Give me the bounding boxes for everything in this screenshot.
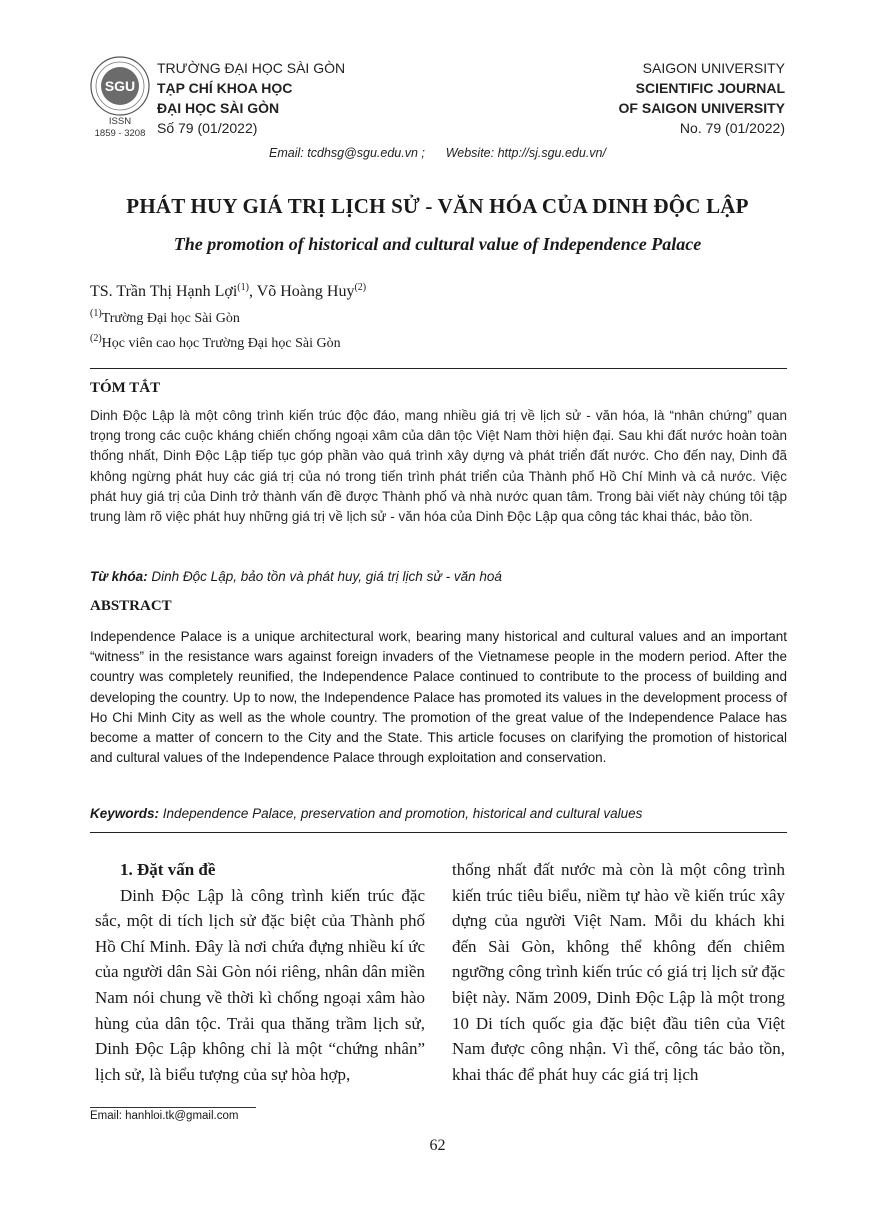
issn-number: 1859 - 3208 [94, 128, 146, 139]
tomtat-text: Dinh Độc Lập là một công trình kiến trúc độc đáo, mang nhiều giá trị về lịch sử - văn hóa, là “nhân chứng” quan trọng trong các cuộc kháng chiến chống ngoại xâm của dân tộc Việt Nam thời hiện đại. Sau khi đất nước hoàn toàn thống nhất, Dinh Độc Lập tiếp tục góp phần vào quá trình xây dựng và phát triển đất nước. Cho đến nay, Dinh đã không ngừng phát huy các giá trị của nó trong tiến trình phát triển của Thành phố Hồ Chí Minh và cả nước. Việc phát huy giá trị của Dinh trở thành vấn đề được Thành phố và nhà nước quan tâm. Trong bài viết này chúng tôi tập trung làm rõ việc phát huy những giá trị về lịch sử - văn hóa của Dinh Độc Lập qua công tác khai thác, bảo tồn. [90, 408, 787, 525]
author-2: Võ Hoàng Huy [256, 283, 355, 300]
journal-contact: Email: tcdhsg@sgu.edu.vn ; Website: http://sj.sgu.edu.vn/ [269, 146, 606, 160]
abstract-keywords-value: Independence Palace, preservation and promotion, historical and cultural values [162, 806, 643, 821]
abstract-heading: ABSTRACT [90, 598, 172, 614]
journal-name-vi-1: TẠP CHÍ KHOA HỌC [157, 80, 293, 96]
author-1-affil: (1) [237, 282, 249, 293]
abstract-keywords [90, 806, 787, 821]
logo-text: SGU [104, 78, 136, 94]
author-2-affil: (2) [354, 282, 367, 293]
issn-block [88, 116, 152, 140]
affiliation-2 [90, 333, 341, 352]
footnote-email: Email: hanhloi.tk@gmail.com [90, 1110, 239, 1122]
affiliation-2-text: Học viên cao học Trường Đại học Sài Gòn [101, 336, 341, 351]
issn-label: ISSN [108, 116, 132, 127]
header-left [157, 58, 345, 138]
divider-top [90, 368, 787, 369]
journal-name-en-1: SCIENTIFIC JOURNAL [635, 80, 785, 96]
journal-name-en-2: OF SAIGON UNIVERSITY [618, 100, 785, 116]
article-subtitle: The promotion of historical and cultural value of Independence Palace [173, 234, 702, 254]
page-number: 62 [429, 1137, 446, 1154]
tomtat-keywords-label: Từ khóa: [90, 569, 148, 584]
issue-en: No. 79 (01/2022) [679, 120, 785, 136]
header-right [619, 58, 785, 138]
body-paragraph-right: thống nhất đất nước mà còn là một công trình kiến trúc tiêu biểu, niềm tự hào về kiến trúc xây dựng của người Việt Nam. Mỗi du khách khi đến Sài Gòn, không thể không đến chiêm ngưỡng công trình kiến trúc có giá trị lịch sử đặc biệt này. Năm 2009, Dinh Độc Lập là một trong 10 Di tích quốc gia đặc biệt đầu tiên của Việt Nam được công nhận. Vì thế, công tác bảo tồn, khai thác để phát huy các giá trị lịch [452, 860, 785, 1084]
affiliation-1-mark: (1) [90, 308, 102, 319]
affiliation-2-mark: (2) [90, 333, 102, 344]
journal-name-vi-2: ĐẠI HỌC SÀI GÒN [157, 100, 280, 116]
divider-bottom [90, 832, 787, 833]
author-line [90, 282, 366, 301]
issue-vi: Số 79 (01/2022) [157, 120, 258, 136]
tomtat-keywords [90, 569, 787, 584]
author-1: TS. Trần Thị Hạnh Lợi [90, 283, 238, 300]
section-heading: 1. Đặt vấn đề [120, 860, 216, 879]
body-paragraph-left: Dinh Độc Lập là công trình kiến trúc đặc sắc, một di tích lịch sử đặc biệt của Thành phố Hồ Chí Minh. Đây là nơi chứa đựng nhiều kí ức của người dân Sài Gòn nói riêng, nhân dân miền Nam nói chung về thời kì chống ngoại xâm hào hùng của dân tộc. Trải qua thăng trầm lịch sử, Dinh Độc Lập không chỉ là một “chứng nhân” lịch sử, là biểu tượng của sự hòa hợp, [95, 885, 425, 1084]
article-title: PHÁT HUY GIÁ TRỊ LỊCH SỬ - VĂN HÓA CỦA DINH ĐỘC LẬP [126, 194, 749, 218]
journal-logo [90, 56, 150, 116]
author-separator: , [248, 283, 257, 300]
affiliation-1-text: Trường Đại học Sài Gòn [101, 311, 240, 326]
affiliation-1 [90, 308, 240, 327]
abstract-keywords-label: Keywords: [90, 806, 160, 821]
body-column-left [95, 857, 425, 1087]
tomtat-keywords-value: Dinh Độc Lập, bảo tồn và phát huy, giá trị lịch sử - văn hoá [151, 569, 502, 584]
university-name-en: SAIGON UNIVERSITY [642, 60, 785, 76]
tomtat-heading: TÓM TẮT [90, 380, 161, 396]
abstract-text: Independence Palace is a unique architectural work, bearing many historical and cultural values and an important “witness” in the resistance wars against foreign invaders of the Vietnamese people in the modern period. After the country was completely reunified, the Independence Palace continued to contribute to the process of building and developing the country. Up to now, the Independence Palace has promoted its values in the development process of Ho Chi Minh City as well as the whole country. The promotion of the great value of the Independence Palace has become a matter of concern to the City and the State. This article focuses on clarifying the promotion of historical and cultural values of the Independence Palace through exploitation and conservation. [90, 629, 787, 766]
university-name-vi: TRƯỜNG ĐẠI HỌC SÀI GÒN [157, 60, 346, 76]
footnote-rule [90, 1107, 256, 1108]
body-column-right [452, 857, 785, 1087]
